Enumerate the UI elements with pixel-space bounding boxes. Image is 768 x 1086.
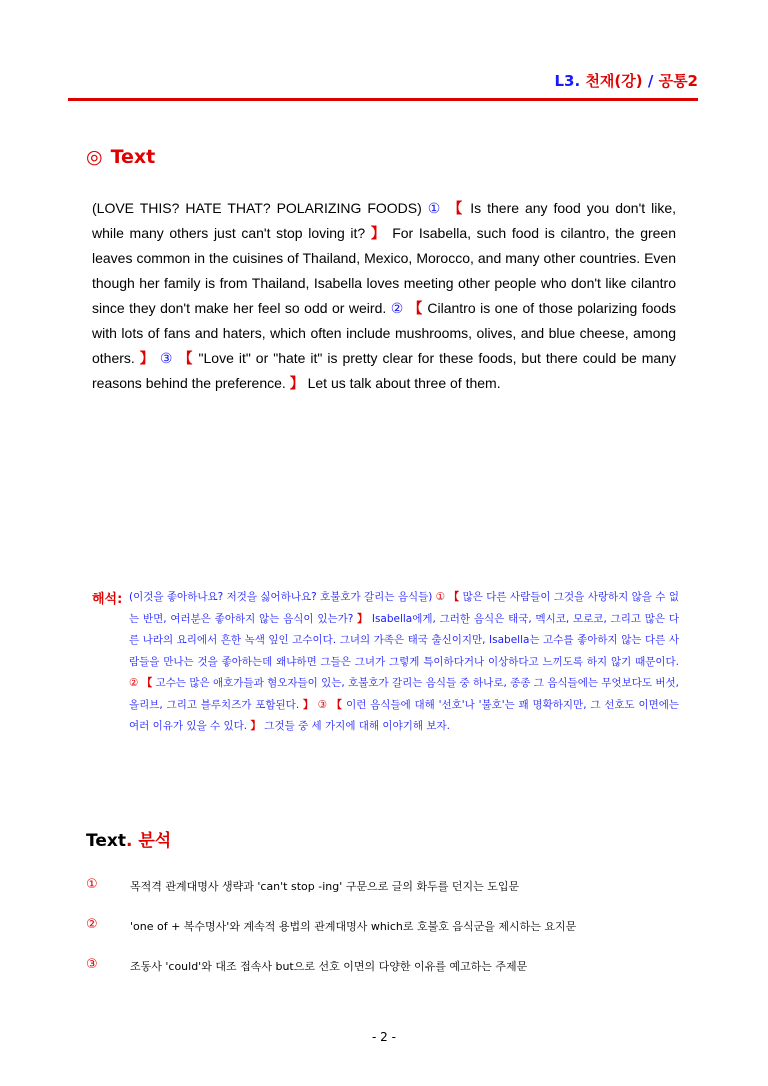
bracket-close: 】 xyxy=(289,375,304,391)
sentence-number-3: ③ xyxy=(159,350,174,366)
analysis-item-text: 목적격 관계대명사 생략과 'can't stop -ing' 구문으로 글의 화두를 던지는 도입문 xyxy=(130,880,520,893)
translation-segment: Isabella에게, 그러한 음식은 태국, 멕시코, 모로코, 그리고 많은 다른 나라의 요리에서 흔한 녹색 잎인 고수이다. 그녀의 가족은 태국 출신이지만, Isabella는 고수를 좋아하지 않는 다른 사람들을 만나는 것을 좋아하는데 왜냐하면 그들은 그녀가 그렇게 특이하다거나 이상하다고 느끼도록 하지 않기 때문이다. xyxy=(129,612,679,668)
bracket-close: 】 xyxy=(250,720,261,732)
bracket-close: 】 xyxy=(139,350,155,366)
passage-segment: For Isabella, such food is cilantro, the green leaves common in the cuisines of Thailand, Mexico, Morocco, and many other countries. Even though her family is from Thailand, Isabella loves meeting other people who don't like cilantro since they don't make her feel so odd or weird. xyxy=(92,225,677,316)
translation-label: 해석: xyxy=(92,592,123,607)
analysis-item-number: ② xyxy=(86,917,98,932)
bracket-close: 】 xyxy=(357,612,369,625)
bracket-close: 】 xyxy=(302,698,314,711)
header-divider xyxy=(68,98,698,101)
analysis-item-text: 'one of + 복수명사'와 계속적 용법의 관계대명사 which로 호불호 음식군을 제시하는 요지문 xyxy=(130,920,577,933)
analysis-title-dot: . xyxy=(125,831,133,851)
bracket-open: 【 xyxy=(408,300,423,316)
bracket-open: 【 xyxy=(141,677,153,689)
analysis-title-text: Text xyxy=(86,831,126,851)
translation-segment: 많은 다른 사람들이 그것을 사랑하지 않을 수 없는 반면, 여러분은 좋아하지 않는 음식이 있는가? xyxy=(129,591,680,625)
page-number: - 2 - xyxy=(372,1030,396,1044)
passage-segment: Is there any food you don't like, while many others just can't stop loving it? xyxy=(92,200,676,241)
analysis-title xyxy=(86,826,171,851)
page-header xyxy=(555,70,699,91)
lesson-number: L3. xyxy=(554,72,581,90)
bracket-open: 【 xyxy=(331,698,343,711)
translation-segment: 그것들 중 세 가지에 대해 이야기해 보자. xyxy=(260,720,450,732)
analysis-item-text: 조동사 'could'와 대조 접속사 but으로 선호 이면의 다양한 이유를 예고하는 주제문 xyxy=(130,960,528,973)
analysis-title-korean: 분석 xyxy=(132,831,172,851)
bracket-open: 【 xyxy=(448,200,465,216)
header-separator: / xyxy=(647,72,654,90)
textbook-name: 천재(강) xyxy=(585,72,643,90)
translation-segment: 고수는 많은 애호가들과 혐오자들이 있는, 호불호가 갈리는 음식들 중 하나로, 종종 그 음식들에는 무엇보다도 버섯, 올리브, 그리고 블루치즈가 포함된다. xyxy=(129,677,680,711)
translation-text xyxy=(129,587,679,738)
translation-number-2: ② xyxy=(129,677,139,689)
translation-number-3: ③ xyxy=(317,698,328,711)
passage-segment: Let us talk about three of them. xyxy=(303,375,501,391)
passage-text xyxy=(92,196,676,396)
sentence-number-2: ② xyxy=(390,300,404,316)
bracket-open: 【 xyxy=(178,350,194,366)
analysis-item-number: ① xyxy=(86,877,98,892)
bullseye-icon: ◎ xyxy=(86,146,103,168)
header-category: 공통2 xyxy=(658,72,698,90)
section-title-label: Text xyxy=(110,146,156,168)
translation-number-1: ① xyxy=(435,591,446,603)
translation-segment: (이것을 좋아하나요? 저것을 싫어하나요? 호불호가 갈리는 음식들) xyxy=(129,591,436,603)
passage-segment: (LOVE THIS? HATE THAT? POLARIZING FOODS) xyxy=(92,200,428,216)
translation-segment: 이런 음식들에 대해 '선호'나 '불호'는 꽤 명확하지만, 그 선호도 이면에는 여러 이유가 있을 수 있다. xyxy=(129,698,680,732)
bracket-close: 】 xyxy=(370,225,387,241)
section-title xyxy=(86,146,155,168)
analysis-item-number: ③ xyxy=(86,957,98,972)
passage-segment: Cilantro is one of those polarizing foods with lots of fans and haters, which often include mushrooms, olives, and blue cheese, among others. xyxy=(92,300,676,366)
passage-segment: "Love it" or "hate it" is pretty clear for these foods, but there could be many reasons behind the preference. xyxy=(92,350,676,391)
sentence-number-1: ① xyxy=(427,200,443,216)
bracket-open: 【 xyxy=(448,591,460,603)
